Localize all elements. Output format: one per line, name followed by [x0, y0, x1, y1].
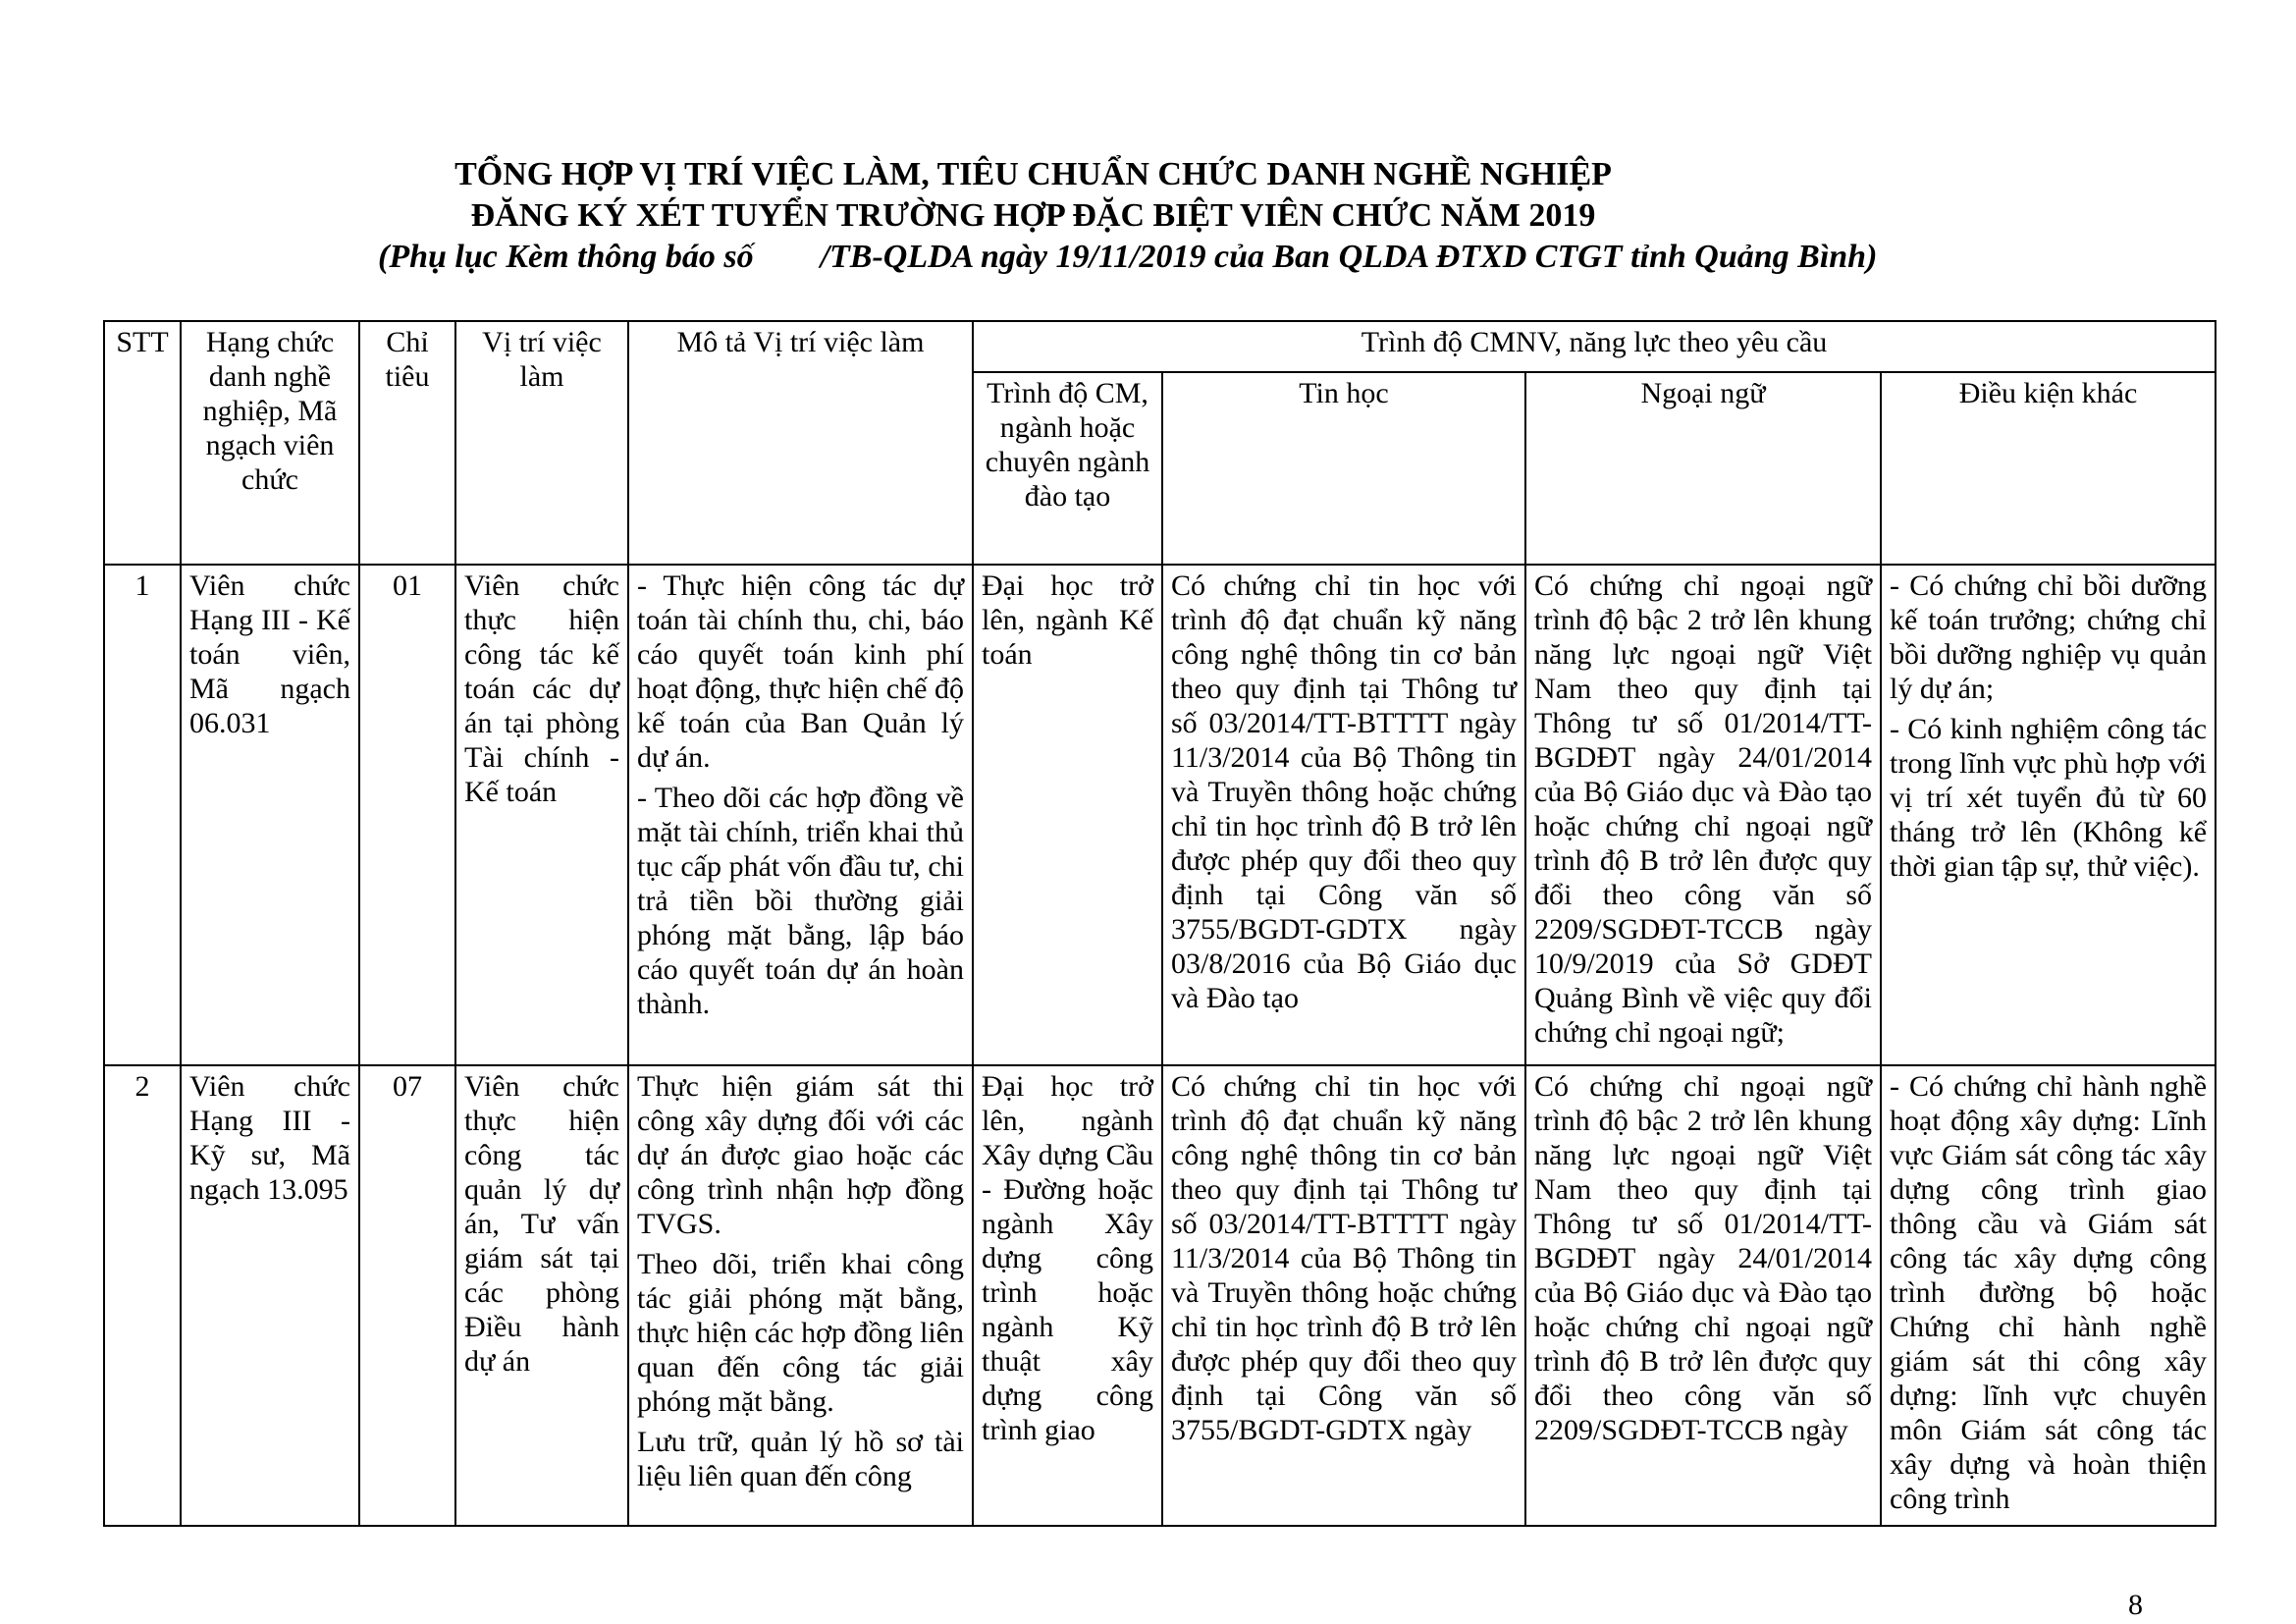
row-description	[628, 565, 973, 1065]
header-description: Mô tả Vị trí việc làm	[628, 321, 973, 565]
row-foreign-language: Có chứng chỉ ngoại ngữ trình độ bậc 2 trở lên khung năng lực ngoại ngữ Việt Nam theo quy định tại Thông tư số 01/2014/TT-BGDĐT ngày 24/01/2014 của Bộ Giáo dục và Đào tạo hoặc chứng chỉ ngoại ngữ trình độ B trở lên được quy đổi theo công văn số 2209/SGDĐT-TCCB ngày 10/9/2019 của Sở GDĐT Quảng Bình về việc quy đổi chứng chỉ ngoại ngữ;	[1525, 565, 1881, 1065]
header-quota: Chỉ tiêu	[359, 321, 455, 565]
row-it-skills: Có chứng chỉ tin học với trình độ đạt chuẩn kỹ năng công nghệ thông tin cơ bản theo quy định tại Thông tư số 03/2014/TT-BTTTT ngày 11/3/2014 của Bộ Thông tin và Truyền thông hoặc chứng chỉ tin học trình độ B trở lên được phép quy đổi theo quy định tại Công văn số 3755/BGDT-GDTX ngày 03/8/2016 của Bộ Giáo dục và Đào tạo	[1162, 565, 1525, 1065]
description-paragraph: Lưu trữ, quản lý hồ sơ tài liệu liên quan đến công	[637, 1426, 964, 1492]
row-other-conditions	[1881, 1065, 2216, 1526]
condition-paragraph: - Có kinh nghiệm công tác trong lĩnh vực phù hợp với vị trí xét tuyển đủ từ 60 tháng trở lên (Không kể thời gian tập sự, thử việc).	[1890, 713, 2208, 883]
condition-paragraph: - Có chứng chỉ hành nghề hoạt động xây dựng: Lĩnh vực Giám sát công tác xây dựng công trình giao thông cầu và Giám sát công tác xây dựng công trình đường bộ hoặc Chứng chỉ hành nghề giám sát thi công xây dựng: lĩnh vực chuyên môn Giám sát công tác xây dựng và hoàn thiện công trình	[1890, 1070, 2208, 1515]
condition-paragraph: - Có chứng chỉ bồi dưỡng kế toán trưởng; chứng chỉ bồi dưỡng nghiệp vụ quản lý dự án;	[1890, 569, 2208, 705]
description-paragraph: Theo dõi, triển khai công tác giải phóng mặt bằng, thực hiện các hợp đồng liên quan đến công tác giải phóng mặt bằng.	[637, 1248, 964, 1418]
row-position: Viên chức thực hiện công tác kế toán các dự án tại phòng Tài chính - Kế toán	[455, 565, 628, 1065]
header-other-conditions: Điều kiện khác	[1881, 372, 2216, 565]
description-paragraph: Thực hiện giám sát thi công xây dựng đối với các dự án được giao hoặc các công trình nhận hợp đồng TVGS.	[637, 1070, 964, 1240]
row-foreign-language: Có chứng chỉ ngoại ngữ trình độ bậc 2 trở lên khung năng lực ngoại ngữ Việt Nam theo quy định tại Thông tư số 01/2014/TT-BGDĐT ngày 24/01/2014 của Bộ Giáo dục và Đào tạo hoặc chứng chỉ ngoại ngữ trình độ B trở lên được quy đổi theo công văn số 2209/SGDĐT-TCCB ngày	[1525, 1065, 1881, 1526]
header-education: Trình độ CM, ngành hoặc chuyên ngành đào tạo	[973, 372, 1162, 565]
row-quota: 07	[359, 1065, 455, 1526]
row-education: Đại học trở lên, ngành Xây dựng Cầu - Đường hoặc ngành Xây dựng công trình hoặc ngành Kỹ thuật xây dựng công trình giao	[973, 1065, 1162, 1526]
header-stt: STT	[104, 321, 181, 565]
table-row	[104, 565, 2216, 1065]
row-it-skills: Có chứng chỉ tin học với trình độ đạt chuẩn kỹ năng công nghệ thông tin cơ bản theo quy định tại Thông tư số 03/2014/TT-BTTTT ngày 11/3/2014 của Bộ Thông tin và Truyền thông hoặc chứng chỉ tin học trình độ B trở lên được phép quy đổi theo quy định tại Công văn số 3755/BGDT-GDTX ngày	[1162, 1065, 1525, 1526]
row-education: Đại học trở lên, ngành Kế toán	[973, 565, 1162, 1065]
row-other-conditions	[1881, 565, 2216, 1065]
header-position: Vị trí việc làm	[455, 321, 628, 565]
header-foreign-language: Ngoại ngữ	[1525, 372, 1881, 565]
document-title-line-1: TỔNG HỢP VỊ TRÍ VIỆC LÀM, TIÊU CHUẨN CHỨC DANH NGHỀ NGHIỆP	[454, 156, 1612, 192]
row-stt: 1	[104, 565, 181, 1065]
row-stt: 2	[104, 1065, 181, 1526]
description-paragraph: - Thực hiện công tác dự toán tài chính thu, chi, báo cáo quyết toán kinh phí hoạt động, thực hiện chế độ kế toán của Ban Quản lý dự án.	[637, 569, 964, 774]
row-quota: 01	[359, 565, 455, 1065]
row-rank-code: Viên chức Hạng III - Kỹ sư, Mã ngạch 13.095	[181, 1065, 359, 1526]
description-paragraph: - Theo dõi các hợp đồng về mặt tài chính, triển khai thủ tục cấp phát vốn đầu tư, chi trả tiền bồi thường giải phóng mặt bằng, lập báo cáo quyết toán dự án hoàn thành.	[637, 782, 964, 1020]
row-description	[628, 1065, 973, 1526]
row-position: Viên chức thực hiện công tác quản lý dự án, Tư vấn giám sát tại các phòng Điều hành dự án	[455, 1065, 628, 1526]
job-positions-table	[103, 320, 2216, 1527]
header-it-skills: Tin học	[1162, 372, 1525, 565]
document-subtitle: (Phụ lục Kèm thông báo số /TB-QLDA ngày 19/11/2019 của Ban QLDA ĐTXD CTGT tỉnh Quảng Bình)	[378, 239, 1878, 275]
page-number: 8	[2128, 1589, 2143, 1621]
document-title-line-2: ĐĂNG KÝ XÉT TUYỂN TRƯỜNG HỢP ĐẶC BIỆT VIÊN CHỨC NĂM 2019	[470, 197, 1596, 234]
row-rank-code: Viên chức Hạng III - Kế toán viên, Mã ngạch 06.031	[181, 565, 359, 1065]
header-rank-code: Hạng chức danh nghề nghiệp, Mã ngạch viên chức	[181, 321, 359, 565]
header-requirements-group: Trình độ CMNV, năng lực theo yêu cầu	[973, 321, 2216, 372]
table-row	[104, 1065, 2216, 1526]
